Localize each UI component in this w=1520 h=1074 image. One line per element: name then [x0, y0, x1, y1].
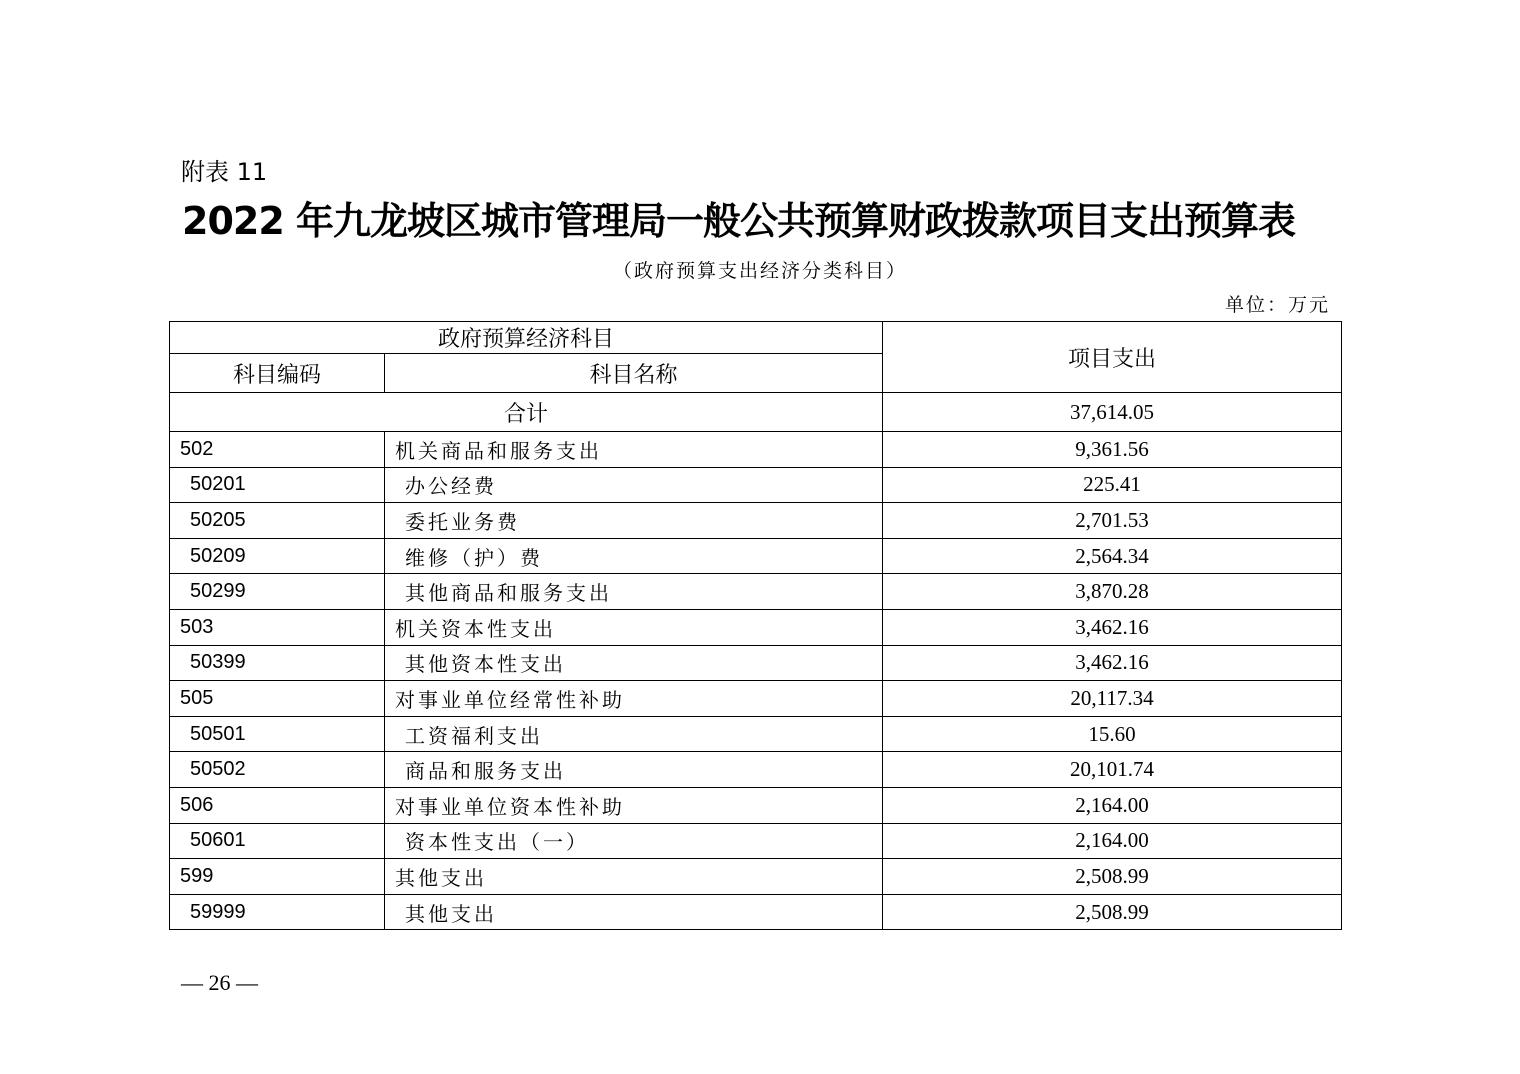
row-name: 资本性支出（一） — [385, 823, 883, 859]
table-row — [170, 823, 1342, 859]
row-code: 50502 — [170, 752, 385, 788]
total-amount: 37,614.05 — [883, 393, 1342, 432]
row-code: 503 — [170, 609, 385, 645]
table-row — [170, 538, 1342, 574]
row-code: 50299 — [170, 574, 385, 610]
table-row — [170, 432, 1342, 468]
table-row — [170, 609, 1342, 645]
table-row — [170, 859, 1342, 895]
annex-label: 附表 11 — [181, 158, 268, 186]
row-amount: 2,508.99 — [883, 894, 1342, 930]
group-header: 政府预算经济科目 — [170, 322, 883, 354]
row-name: 其他支出 — [385, 894, 883, 930]
row-code: 59999 — [170, 894, 385, 930]
page-number: — 26 — — [181, 970, 258, 995]
code-column-header: 科目编码 — [170, 354, 385, 393]
row-amount: 3,870.28 — [883, 574, 1342, 610]
table-row — [170, 681, 1342, 717]
row-code: 599 — [170, 859, 385, 895]
row-code: 50205 — [170, 503, 385, 539]
table-row — [170, 716, 1342, 752]
row-name: 委托业务费 — [385, 503, 883, 539]
row-name: 维修（护）费 — [385, 538, 883, 574]
row-amount: 9,361.56 — [883, 432, 1342, 468]
row-code: 502 — [170, 432, 385, 468]
name-column-header: 科目名称 — [385, 354, 883, 393]
row-amount: 3,462.16 — [883, 609, 1342, 645]
row-code: 506 — [170, 787, 385, 823]
row-amount: 225.41 — [883, 467, 1342, 503]
row-amount: 15.60 — [883, 716, 1342, 752]
total-row — [170, 393, 1342, 432]
row-amount: 3,462.16 — [883, 645, 1342, 681]
row-amount: 2,164.00 — [883, 787, 1342, 823]
table-row — [170, 467, 1342, 503]
page-subtitle: （政府预算支出经济分类科目） — [612, 260, 907, 282]
row-name: 机关资本性支出 — [385, 609, 883, 645]
row-amount: 2,564.34 — [883, 538, 1342, 574]
row-amount: 2,164.00 — [883, 823, 1342, 859]
table-row — [170, 503, 1342, 539]
unit-label: 单位：万元 — [1224, 294, 1330, 316]
row-name: 其他商品和服务支出 — [385, 574, 883, 610]
row-amount: 20,117.34 — [883, 681, 1342, 717]
budget-table — [169, 321, 1342, 930]
row-code: 50399 — [170, 645, 385, 681]
row-amount: 2,508.99 — [883, 859, 1342, 895]
row-name: 办公经费 — [385, 467, 883, 503]
page-title: 2022 年九龙坡区城市管理局一般公共预算财政拨款项目支出预算表 — [182, 199, 1295, 243]
row-amount: 2,701.53 — [883, 503, 1342, 539]
row-name: 对事业单位经常性补助 — [385, 681, 883, 717]
total-label: 合计 — [170, 393, 883, 432]
row-code: 50209 — [170, 538, 385, 574]
row-code: 50601 — [170, 823, 385, 859]
row-name: 对事业单位资本性补助 — [385, 787, 883, 823]
table-row — [170, 574, 1342, 610]
row-name: 其他支出 — [385, 859, 883, 895]
row-name: 商品和服务支出 — [385, 752, 883, 788]
row-code: 50201 — [170, 467, 385, 503]
row-name: 其他资本性支出 — [385, 645, 883, 681]
table-row — [170, 787, 1342, 823]
row-name: 工资福利支出 — [385, 716, 883, 752]
table-row — [170, 894, 1342, 930]
row-code: 50501 — [170, 716, 385, 752]
table-row — [170, 752, 1342, 788]
row-name: 机关商品和服务支出 — [385, 432, 883, 468]
table-row — [170, 645, 1342, 681]
row-amount: 20,101.74 — [883, 752, 1342, 788]
amount-column-header: 项目支出 — [883, 322, 1342, 393]
row-code: 505 — [170, 681, 385, 717]
